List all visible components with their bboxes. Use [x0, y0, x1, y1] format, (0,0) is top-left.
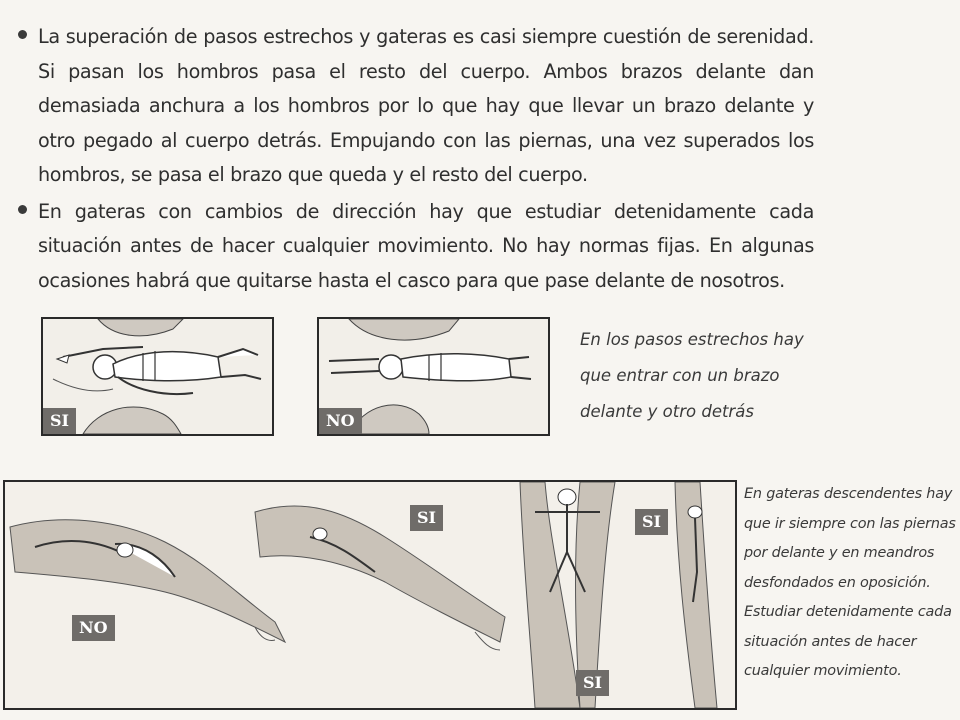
figure2-caption	[744, 480, 956, 687]
caption-line: delante y otro detrás	[580, 402, 754, 421]
figure1-panel-no	[317, 317, 550, 436]
bullet-text: En gateras con cambios de dirección hay que estudiar detenidamente cada situación antes de hacer cualquier movimiento. No hay normas fijas. En algunas ocasiones habrá que quitarse hasta el casco para que pase delante de nosotros.	[38, 199, 814, 292]
bullet-dot-icon	[18, 205, 27, 214]
caption-line: Estudiar detenidamente cada	[744, 604, 952, 620]
figure1-caption	[580, 322, 804, 430]
descending-passages-illustration	[5, 482, 735, 708]
figure2-panel	[3, 480, 737, 710]
caption-line: En los pasos estrechos hay	[580, 330, 804, 349]
caption-line: situación antes de hacer	[744, 633, 917, 650]
caption-line: que ir siempre con las piernas	[744, 515, 956, 532]
bullet-item-direction-changes	[14, 195, 814, 299]
label-si: SI	[635, 509, 668, 535]
caption-line: En gateras descendentes hay	[744, 486, 953, 502]
label-no: NO	[72, 615, 115, 641]
label-si: SI	[576, 670, 609, 696]
crawling-figure-si-illustration	[43, 319, 272, 434]
bullet-text: La superación de pasos estrechos y gateras es casi siempre cuestión de serenidad. Si pasan los hombros pasa el resto del cuerpo. Ambos brazos delante dan demasiada anchura a los hombros por lo que hay que llevar un brazo delante y otro pegado al cuerpo detrás. Empujando con las piernas, una vez superados los hombros, se pasa el brazo que queda y el resto del cuerpo.	[38, 25, 814, 186]
caption-line: que entrar con un brazo	[580, 366, 780, 385]
bullet-dot-icon	[18, 30, 27, 39]
label-si: SI	[410, 505, 443, 531]
bullet-item-narrow-passages	[14, 20, 814, 193]
figure1-panel-si	[41, 317, 274, 436]
label-si: SI	[43, 408, 76, 434]
caption-line: desfondados en oposición.	[744, 574, 931, 591]
label-no: NO	[319, 408, 362, 434]
caption-line: por delante y en meandros	[744, 545, 935, 561]
caption-line: cualquier movimiento.	[744, 663, 902, 679]
bullet-list	[14, 20, 814, 300]
